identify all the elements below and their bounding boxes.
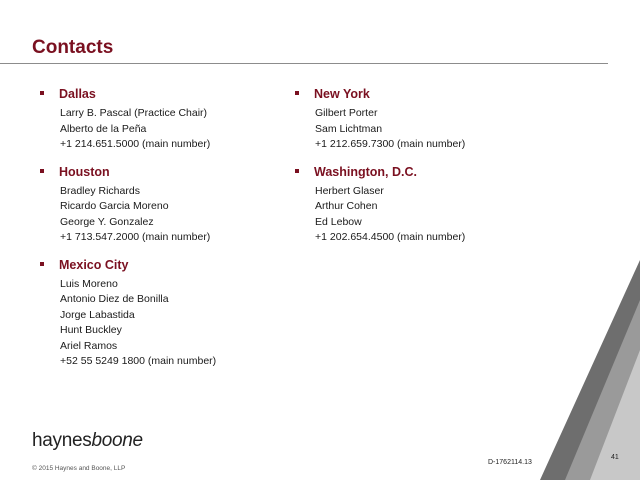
contact-line: Luis Moreno <box>60 277 118 290</box>
office-section <box>40 257 300 370</box>
office-city: Houston <box>59 164 110 179</box>
contact-line: Gilbert Porter <box>315 107 378 119</box>
contact-line: George Y. Gonzalez <box>60 215 154 228</box>
decorative-stripes <box>520 260 640 480</box>
square-bullet-icon <box>295 169 299 173</box>
title-divider <box>0 63 608 64</box>
square-bullet-icon <box>40 91 44 95</box>
contact-line: +52 55 5249 1800 (main number) <box>60 355 217 367</box>
logo-text-regular: haynes <box>32 430 92 451</box>
contact-line: Herbert Glaser <box>315 184 384 197</box>
document-id: D-1762114.13 <box>488 459 532 466</box>
contacts-column-right <box>295 86 555 257</box>
contact-line: Bradley Richards <box>60 184 140 197</box>
contact-list <box>40 277 300 370</box>
contact-line: Larry B. Pascal (Practice Chair) <box>60 107 208 119</box>
contact-line: +1 212.659.7300 (main number) <box>315 138 466 150</box>
contact-line: Arthur Cohen <box>315 200 378 212</box>
logo-text-italic: boone <box>91 430 143 451</box>
contact-line: Sam Lichtman <box>315 122 383 135</box>
square-bullet-icon <box>295 91 299 95</box>
contact-line: +1 202.654.4500 (main number) <box>315 231 466 243</box>
office-heading <box>40 257 300 275</box>
contact-line: +1 713.547.2000 (main number) <box>60 231 211 243</box>
contact-line: Hunt Buckley <box>60 324 122 336</box>
office-heading <box>40 164 300 182</box>
contact-line: Ariel Ramos <box>60 339 118 352</box>
office-section <box>40 86 300 153</box>
copyright-text: © 2015 Haynes and Boone, LLP <box>32 465 126 472</box>
contact-line: Antonio Diez de Bonilla <box>60 293 169 305</box>
office-city: Washington, D.C. <box>314 164 417 179</box>
office-city: Dallas <box>59 87 96 101</box>
contact-list <box>295 184 555 246</box>
contact-list <box>40 184 300 246</box>
contact-line: Alberto de la Peña <box>60 122 147 135</box>
page-title: Contacts <box>32 37 114 58</box>
office-section <box>295 86 555 153</box>
office-section <box>295 164 555 246</box>
office-heading <box>295 86 555 104</box>
square-bullet-icon <box>40 262 44 266</box>
office-city: Mexico City <box>59 257 129 272</box>
contact-line: Ed Lebow <box>315 215 362 228</box>
contact-list <box>40 106 300 153</box>
contacts-column-left <box>40 86 300 381</box>
page-number: 41 <box>611 454 619 461</box>
office-city: New York <box>314 87 370 101</box>
contact-line: Ricardo Garcia Moreno <box>60 200 169 212</box>
office-section <box>40 164 300 246</box>
office-heading <box>40 86 300 104</box>
firm-logo <box>32 430 143 452</box>
square-bullet-icon <box>40 169 44 173</box>
contact-list <box>295 106 555 153</box>
office-heading <box>295 164 555 182</box>
contact-line: +1 214.651.5000 (main number) <box>60 138 211 150</box>
contact-line: Jorge Labastida <box>60 308 135 321</box>
